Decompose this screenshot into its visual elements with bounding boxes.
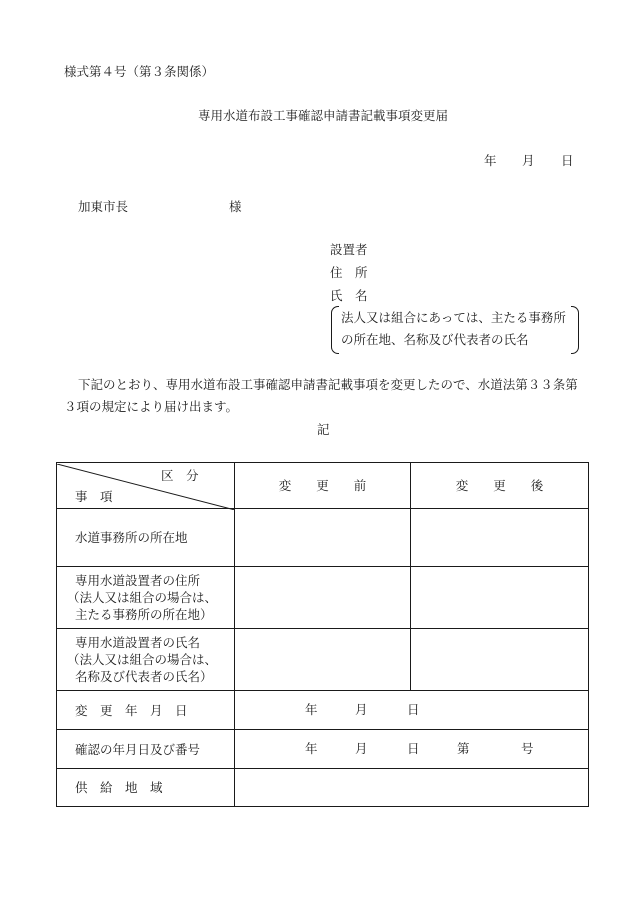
addressee-honorific: 様 <box>229 199 242 214</box>
row-office-location-before[interactable] <box>235 509 411 567</box>
table-row <box>57 509 589 567</box>
confirm-month: 月 <box>355 740 368 756</box>
row-installer-address-label <box>57 567 235 629</box>
change-date-month: 月 <box>355 701 368 717</box>
table-row <box>57 691 589 730</box>
row3-line3: 名称及び代表者の氏名） <box>75 669 213 684</box>
table-row <box>57 730 589 769</box>
ki-heading: 記 <box>317 422 330 437</box>
left-bracket <box>331 306 339 354</box>
date-day: 日 <box>561 153 574 168</box>
row-installer-name-before[interactable] <box>235 629 411 691</box>
document-title: 専用水道布設工事確認申請書記載事項変更届 <box>198 108 449 123</box>
header-diagonal-cell <box>57 463 235 509</box>
row3-line2: （法人又は組合の場合は、 <box>67 652 218 667</box>
confirm-label: 確認の年月日及び番号 <box>57 730 235 769</box>
right-bracket <box>571 306 579 354</box>
date-year: 年 <box>484 153 497 168</box>
row2-line3: 主たる事務所の所在地） <box>75 607 213 622</box>
change-date-year: 年 <box>305 701 318 717</box>
change-date-day: 日 <box>407 701 420 717</box>
applicant-note-line1: 法人又は組合にあっては、主たる事務所 <box>341 310 566 325</box>
confirm-go: 号 <box>521 740 534 756</box>
header-item: 事 項 <box>75 488 113 504</box>
row3-line1: 専用水道設置者の氏名 <box>75 635 201 650</box>
row-installer-address-before[interactable] <box>235 567 411 629</box>
change-table <box>56 462 589 807</box>
row2-line1: 専用水道設置者の住所 <box>75 573 201 588</box>
table-header-row <box>57 463 589 509</box>
supply-area-label: 供 給 地 域 <box>57 769 235 807</box>
table-row <box>57 567 589 629</box>
header-before: 変 更 前 <box>235 463 411 509</box>
applicant-note-line2: の所在地、名称及び代表者の氏名 <box>341 332 529 347</box>
date-month: 月 <box>522 153 535 168</box>
row-installer-name-after[interactable] <box>411 629 589 691</box>
row-office-location-label: 水道事務所の所在地 <box>57 509 235 567</box>
row-installer-address-after[interactable] <box>411 567 589 629</box>
addressee-name: 加東市長 <box>78 199 129 214</box>
confirm-value[interactable] <box>235 730 589 769</box>
confirm-dai: 第 <box>457 740 470 756</box>
row-installer-name-label <box>57 629 235 691</box>
table-row <box>57 629 589 691</box>
confirm-year: 年 <box>305 740 318 756</box>
applicant-name-label: 氏 名 <box>330 288 368 303</box>
body-text-line2: ３項の規定により届け出ます。 <box>64 399 239 414</box>
row2-line2: （法人又は組合の場合は、 <box>67 590 218 605</box>
row-office-location-after[interactable] <box>411 509 589 567</box>
change-date-value[interactable] <box>235 691 589 730</box>
change-date-label: 変 更 年 月 日 <box>57 691 235 730</box>
applicant-label: 設置者 <box>330 242 368 257</box>
table-row <box>57 769 589 807</box>
body-text-line1: 下記のとおり、専用水道布設工事確認申請書記載事項を変更したので、水道法第３３条第 <box>78 377 578 392</box>
header-category: 区 分 <box>161 467 199 483</box>
supply-area-value[interactable] <box>235 769 589 807</box>
form-number: 様式第４号（第３条関係） <box>64 64 215 79</box>
applicant-address-label: 住 所 <box>330 265 368 280</box>
confirm-day: 日 <box>407 740 420 756</box>
applicant-note-bracket <box>331 306 579 354</box>
header-after: 変 更 後 <box>411 463 589 509</box>
